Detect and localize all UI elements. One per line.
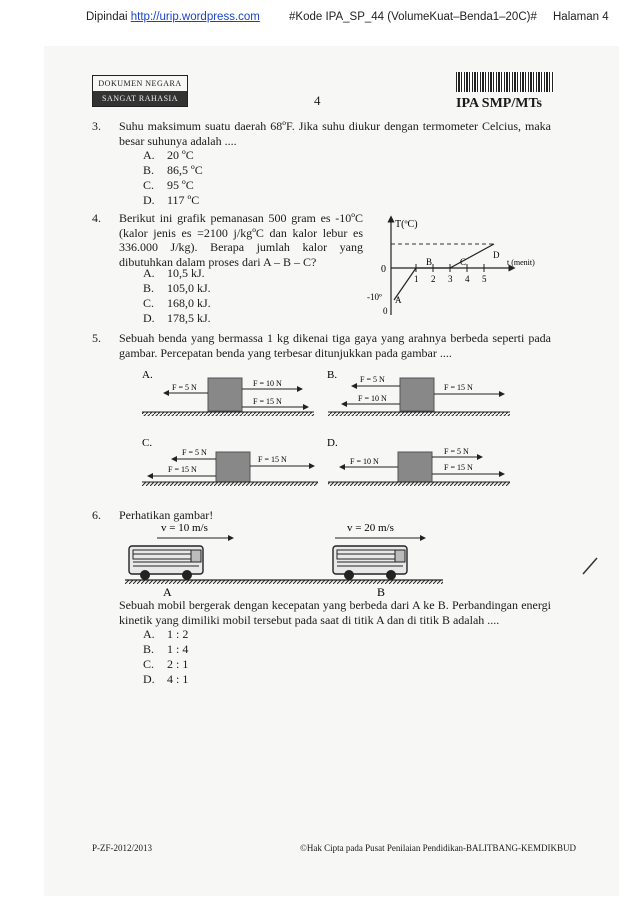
diagram-c[interactable]	[142, 437, 318, 486]
diagram-d-letter: D.	[327, 437, 338, 449]
bus-b-icon	[333, 546, 407, 580]
diagram-b-letter: B.	[327, 369, 338, 381]
diagram-c-force-1: F = 5 N	[182, 448, 207, 457]
doc-line-1: DOKUMEN NEGARA	[98, 79, 182, 88]
graph-point-d: D	[493, 250, 500, 260]
q6-intro: Perhatikan gambar!	[119, 508, 214, 522]
block-d	[398, 452, 432, 482]
q6-option-d[interactable]: D. 4 : 1	[143, 672, 189, 686]
q5-text: Sebuah benda yang bermassa 1 kg dikenai tiga gaya yang arahnya berbeda seperti pada gambar. Percepatan benda yang terbesar ditunjukkan pada gambar ....	[119, 331, 551, 360]
q4-option-d[interactable]: D. 178,5 kJ.	[143, 311, 211, 325]
q5-number: 5.	[92, 331, 101, 345]
page-number: 4	[314, 93, 321, 108]
q4-option-c[interactable]: C. 168,0 kJ.	[143, 296, 211, 310]
graph-point-b: B	[426, 257, 433, 267]
graph-origin-label: 0	[383, 306, 388, 316]
diagram-c-force-3: F = 15 N	[258, 455, 287, 464]
diagram-b-force-2: F = 10 N	[358, 394, 387, 403]
graph-x-label: t (menit)	[507, 258, 535, 267]
graph-tick-2: 2	[431, 274, 436, 284]
graph-neg-label: -10º	[367, 292, 382, 302]
scan-header-bar	[0, 8, 638, 28]
graph-zero-label: 0	[381, 264, 386, 275]
diagram-d[interactable]	[327, 437, 510, 486]
q6-number: 6.	[92, 508, 101, 522]
classification-box	[92, 75, 188, 107]
diagram-a-force-2: F = 10 N	[253, 379, 282, 388]
diagram-b[interactable]	[327, 369, 510, 416]
q3-option-d[interactable]: D. 117 ºC	[143, 193, 200, 207]
q3-option-a[interactable]: A. 20 ºC	[143, 148, 194, 162]
bus-diagram	[125, 520, 455, 598]
bus-a-icon	[129, 546, 203, 580]
q6-text: Sebuah mobil bergerak dengan kecepatan yang berbeda dari A ke B. Perbandingan energi kinetik yang dimiliki mobil tersebut pada saat di titik A dan di titik B adalah ....	[119, 598, 551, 627]
graph-tick-4: 4	[465, 274, 470, 284]
graph-tick-1: 1	[414, 274, 419, 284]
velocity-a: v = 10 m/s	[161, 522, 208, 534]
heating-graph	[362, 213, 558, 323]
q3-number: 3.	[92, 119, 101, 133]
q3-text: Suhu maksimum suatu daerah 68ºF. Jika suhu diukur dengan termometer Celcius, maka besar suhunya adalah ....	[119, 119, 551, 148]
subject-title: IPA SMP/MTs	[456, 96, 542, 111]
diagram-d-force-1: F = 10 N	[350, 457, 379, 466]
barcode-icon	[456, 72, 554, 92]
q4-option-b[interactable]: B. 105,0 kJ.	[143, 281, 211, 295]
q6-option-b[interactable]: B. 1 : 4	[143, 642, 189, 656]
q4-number: 4.	[92, 211, 101, 225]
q4-option-a[interactable]: A. 10,5 kJ.	[143, 266, 205, 280]
graph-point-a: A	[395, 295, 402, 305]
diagram-d-force-2: F = 5 N	[444, 447, 469, 456]
velocity-b: v = 20 m/s	[347, 522, 394, 534]
graph-point-c: C	[460, 257, 467, 267]
diagram-b-force-1: F = 5 N	[360, 375, 385, 384]
diagram-a[interactable]	[142, 369, 314, 416]
diagram-a-force-1: F = 5 N	[172, 383, 197, 392]
doc-line-2: SANGAT RAHASIA	[93, 91, 187, 106]
scan-label: Dipindai http://urip.wordpress.com	[86, 11, 260, 23]
diagram-c-letter: C.	[142, 437, 153, 449]
block-b	[400, 378, 434, 411]
page-indicator: Halaman 4	[553, 11, 609, 23]
q3-option-c[interactable]: C. 95 ºC	[143, 178, 194, 192]
q3-option-b[interactable]: B. 86,5 ºC	[143, 163, 203, 177]
source-link[interactable]: http://urip.wordpress.com	[130, 11, 260, 23]
footer-code: P-ZF-2012/2013	[92, 843, 153, 853]
graph-curve	[394, 244, 494, 300]
q6-option-a[interactable]: A. 1 : 2	[143, 627, 189, 641]
footer-copyright: ©Hak Cipta pada Pusat Penilaian Pendidikan-BALITBANG-KEMDIKBUD	[300, 843, 577, 853]
diagram-a-force-3: F = 15 N	[253, 397, 282, 406]
diagram-d-force-3: F = 15 N	[444, 463, 473, 472]
point-b-label: B	[377, 585, 386, 598]
block-a	[208, 378, 242, 411]
diagram-a-letter: A.	[142, 369, 153, 381]
graph-y-label: T(ºC)	[395, 219, 418, 230]
q4-text: Berikut ini grafik pemanasan 500 gram es -10ºC (kalor jenis es =2100 j/kgºC dan kalor lebur es 336.000 J/kg). Berapa jumlah kalor yang dibutuhkan dalam proses dari A – B – C?	[119, 211, 363, 269]
diagram-b-force-3: F = 15 N	[444, 383, 473, 392]
diagram-c-force-2: F = 15 N	[168, 465, 197, 474]
block-c	[216, 452, 250, 482]
force-diagrams[interactable]	[138, 366, 548, 486]
graph-tick-3: 3	[448, 274, 453, 284]
document-code: #Kode IPA_SP_44 (VolumeKuat–Benda1–20C)#	[289, 11, 537, 23]
point-a-label: A	[163, 585, 172, 598]
q6-option-c[interactable]: C. 2 : 1	[143, 657, 189, 671]
pen-mark-icon	[580, 555, 600, 577]
graph-tick-5: 5	[482, 274, 487, 284]
